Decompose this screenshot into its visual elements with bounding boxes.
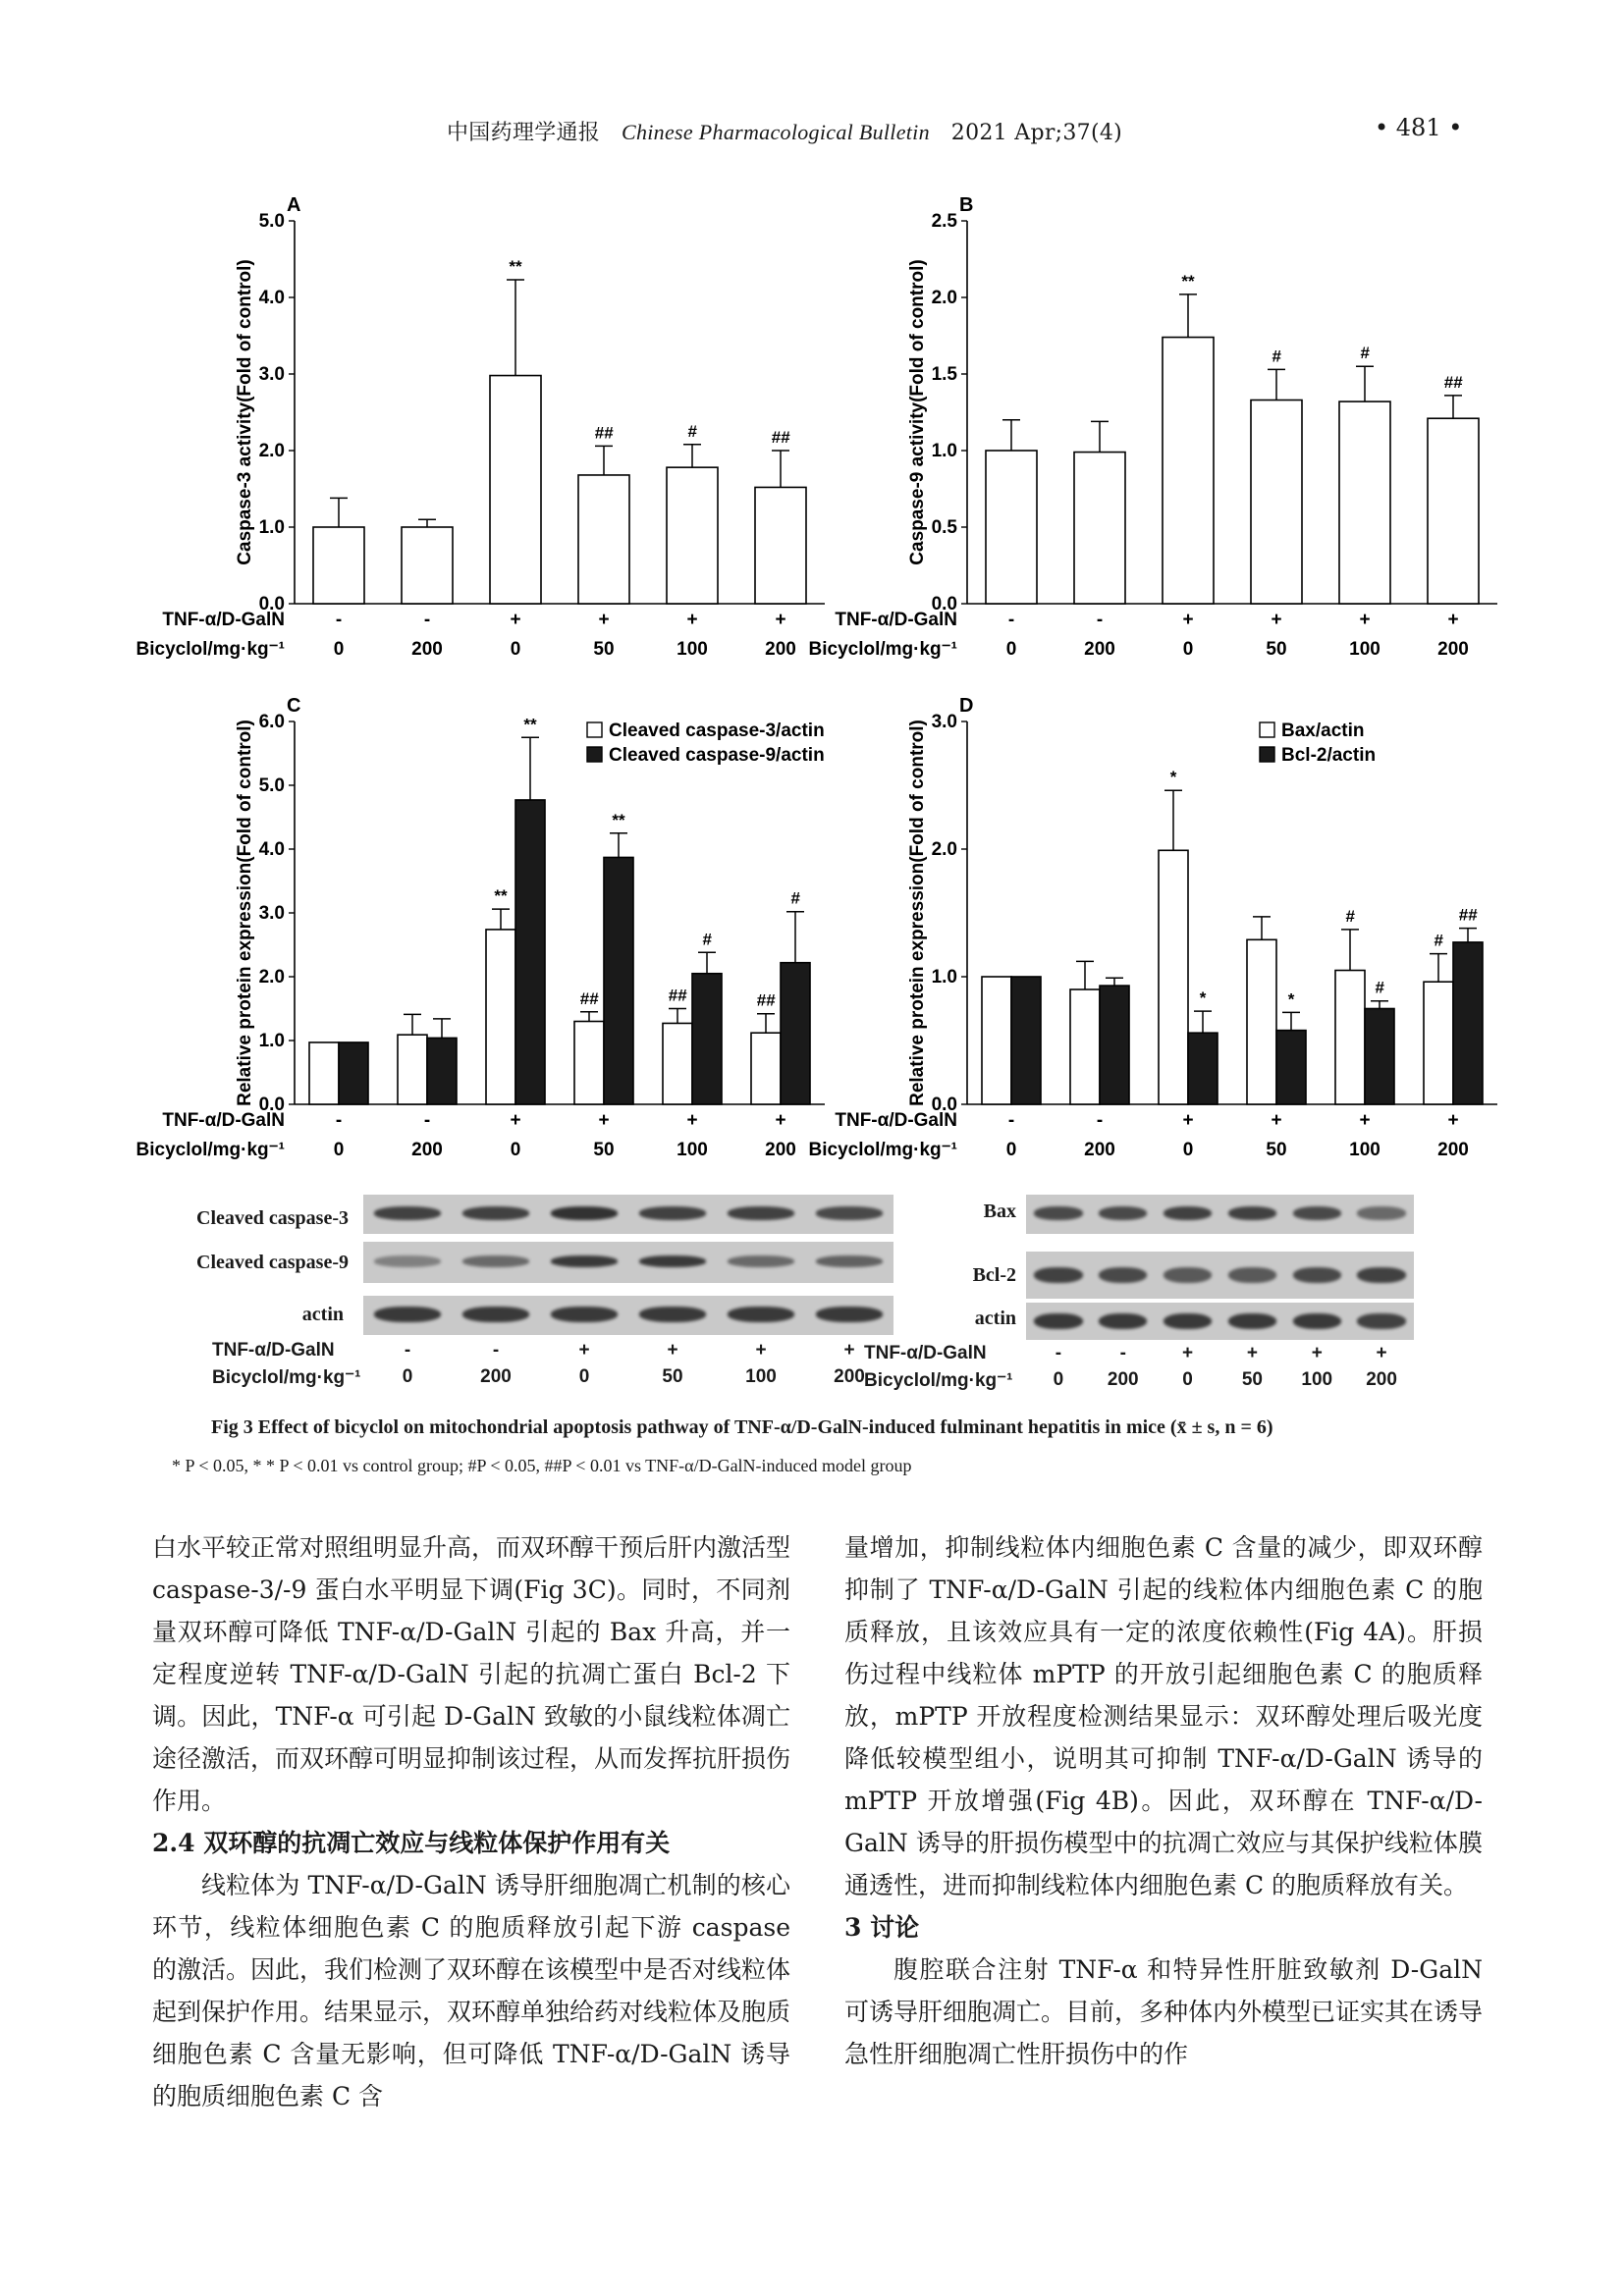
blot-band xyxy=(639,1307,706,1322)
x-tick-tnf: + xyxy=(1271,610,1282,630)
significance-mark: ## xyxy=(579,988,599,1008)
blot-row-label: actin xyxy=(301,1304,344,1325)
blot-tnf-value: + xyxy=(1311,1343,1323,1363)
blot-bicyclol-label: Bicyclol/mg·kg⁻¹ xyxy=(212,1367,361,1388)
y-tick-label: 4.0 xyxy=(258,288,285,308)
blot-tnf-value: + xyxy=(667,1340,678,1361)
bar xyxy=(604,857,633,1104)
tnf-row-label: TNF-α/D-GalN xyxy=(162,1110,285,1131)
bicyclol-row-label: Bicyclol/mg·kg⁻¹ xyxy=(808,639,957,660)
significance-mark: # xyxy=(1345,906,1355,926)
paragraph: 腹腔联合注射 TNF-α 和特异性肝脏致敏剂 D-GalN 可诱导肝细胞凋亡。目前，多种体内外模型已证实其在诱导急性肝细胞凋亡性肝损伤中的作 xyxy=(844,1955,1484,2068)
x-tick-bicyclol: 0 xyxy=(1182,1140,1194,1160)
x-tick-bicyclol: 100 xyxy=(677,1140,708,1160)
blot-band xyxy=(1293,1313,1341,1329)
y-tick-label: 1.5 xyxy=(931,364,957,385)
blot-band xyxy=(728,1255,794,1267)
blot-band xyxy=(1293,1206,1341,1220)
x-tick-bicyclol: 100 xyxy=(1349,639,1380,660)
x-tick-bicyclol: 0 xyxy=(333,1140,345,1160)
x-tick-tnf: + xyxy=(510,1110,521,1131)
legend-label: Cleaved caspase-9/actin xyxy=(609,745,825,766)
x-tick-tnf: + xyxy=(775,610,786,630)
y-tick-label: 1.0 xyxy=(258,517,285,538)
journal-issue: 2021 Apr;37(4) xyxy=(950,121,1123,145)
y-tick-label: 1.0 xyxy=(258,1031,285,1051)
bar xyxy=(398,1035,427,1104)
y-tick-label: 2.5 xyxy=(931,211,957,232)
y-axis-label: Relative protein expression(Fold of control) xyxy=(235,720,255,1106)
blot-strip xyxy=(1026,1195,1414,1234)
blot-tnf-value: - xyxy=(492,1340,500,1361)
x-tick-bicyclol: 200 xyxy=(1084,1140,1115,1160)
blot-bicyclol-value: 50 xyxy=(1241,1369,1263,1390)
bar xyxy=(751,1033,781,1104)
legend-swatch xyxy=(1260,747,1274,762)
page-number: • 481 • xyxy=(1375,114,1463,141)
paragraph: 量增加，抑制线粒体内细胞色素 C 含量的减少，即双环醇抑制了 TNF-α/D-GalN 引起的线粒体内细胞色素 C 的胞质释放，且该效应具有一定的浓度依赖性(Fig 4A)。肝损伤过程中线粒体 mPTP 的开放引起细胞色素 C 的胞质释放，mPTP 开放程度检测结果显示：双环醇处理后吸光度降低较模型组小，说明其可抑制 TNF-α/D-GalN 诱导的 mPTP 开放增强(Fig 4B)。因此，双环醇在 TNF-α/D-GalN 诱导的肝损伤模型中的抗凋亡效应与其保护线粒体膜通透性，进而抑制线粒体内细胞色素 C 的胞质释放有关。 xyxy=(844,1533,1483,1899)
bar xyxy=(1335,971,1365,1105)
bar xyxy=(427,1038,457,1104)
blot-tnf-value: + xyxy=(843,1340,855,1361)
legend-label: Bax/actin xyxy=(1281,721,1365,741)
blot-strip xyxy=(363,1242,893,1283)
blot-band xyxy=(551,1206,618,1220)
blot-bicyclol-value: 0 xyxy=(402,1366,413,1387)
x-tick-bicyclol: 200 xyxy=(1084,639,1115,660)
chart-panel-a xyxy=(135,191,835,682)
x-tick-bicyclol: 0 xyxy=(1182,639,1194,660)
blot-bicyclol-value: 100 xyxy=(1301,1369,1333,1390)
chart-svg xyxy=(808,191,1507,682)
x-tick-bicyclol: 200 xyxy=(765,1140,796,1160)
chart-panel-c xyxy=(135,692,835,1183)
blot-band xyxy=(462,1307,529,1322)
y-tick-label: 1.0 xyxy=(931,967,957,988)
bar xyxy=(663,1023,692,1104)
x-tick-tnf: + xyxy=(510,610,521,630)
x-tick-tnf: - xyxy=(423,610,431,630)
x-tick-tnf: - xyxy=(335,610,343,630)
significance-mark: ## xyxy=(594,423,614,443)
y-tick-label: 2.0 xyxy=(258,967,285,988)
x-tick-bicyclol: 50 xyxy=(1266,639,1287,660)
y-tick-label: 0.0 xyxy=(931,1095,957,1115)
significance-mark: ** xyxy=(1181,271,1195,291)
bar xyxy=(1339,401,1390,604)
panel-letter: C xyxy=(287,695,301,717)
bar xyxy=(1453,942,1483,1104)
significance-mark: ## xyxy=(1458,905,1478,925)
bar xyxy=(486,930,515,1104)
y-tick-label: 0.0 xyxy=(258,594,285,614)
bicyclol-row-label: Bicyclol/mg·kg⁻¹ xyxy=(135,1140,285,1160)
significance-mark: # xyxy=(687,421,697,441)
significance-mark: # xyxy=(702,930,712,949)
blot-bicyclol-value: 200 xyxy=(1366,1369,1397,1390)
legend-label: Cleaved caspase-3/actin xyxy=(609,721,825,741)
y-tick-label: 6.0 xyxy=(258,712,285,732)
y-tick-label: 4.0 xyxy=(258,839,285,860)
blot-band xyxy=(1099,1206,1147,1220)
bar xyxy=(515,800,545,1104)
western-blot-right xyxy=(864,1183,1473,1404)
western-blot-left xyxy=(147,1183,865,1404)
blot-tnf-value: + xyxy=(1246,1343,1258,1363)
bar xyxy=(309,1042,339,1104)
significance-mark: ## xyxy=(756,990,776,1010)
blot-tnf-value: - xyxy=(404,1340,411,1361)
x-tick-bicyclol: 200 xyxy=(411,1140,443,1160)
blot-band xyxy=(1034,1313,1082,1329)
legend-swatch xyxy=(587,747,602,762)
blot-band xyxy=(1228,1206,1276,1220)
bar xyxy=(1011,977,1041,1104)
x-tick-tnf: + xyxy=(598,1110,610,1131)
x-tick-bicyclol: 100 xyxy=(1349,1140,1380,1160)
x-tick-bicyclol: 200 xyxy=(1437,639,1469,660)
x-tick-bicyclol: 50 xyxy=(1266,1140,1287,1160)
significance-mark: ** xyxy=(494,886,508,906)
blot-row-label: Cleaved caspase-9 xyxy=(196,1252,349,1273)
significance-mark: # xyxy=(1375,978,1384,997)
x-tick-tnf: + xyxy=(775,1110,786,1131)
blot-bicyclol-value: 0 xyxy=(1053,1369,1064,1390)
panel-letter: D xyxy=(959,695,974,717)
blot-tnf-value: - xyxy=(1119,1343,1126,1363)
x-tick-tnf: - xyxy=(1007,1110,1015,1131)
y-tick-label: 3.0 xyxy=(258,364,285,385)
blot-band xyxy=(639,1255,706,1267)
blot-row-label: Bcl-2 xyxy=(972,1264,1016,1286)
bar xyxy=(313,527,364,604)
x-tick-bicyclol: 200 xyxy=(411,639,443,660)
figure-caption: Fig 3 Effect of bicyclol on mitochondrial apoptosis pathway of TNF-α/D-GalN-induced fulminant hepatitis in mice (x̄ ± s, n = 6) xyxy=(211,1416,1273,1438)
x-tick-tnf: + xyxy=(1271,1110,1282,1131)
significance-mark: * xyxy=(1199,988,1207,1008)
bar xyxy=(1424,982,1453,1104)
significance-mark: ## xyxy=(771,428,790,447)
x-tick-bicyclol: 50 xyxy=(593,1140,615,1160)
bar xyxy=(1188,1033,1218,1104)
blot-band xyxy=(1099,1267,1147,1283)
bar xyxy=(1163,338,1214,604)
section-heading: 3 讨论 xyxy=(844,1913,920,1942)
significance-mark: # xyxy=(1434,931,1443,950)
blot-band xyxy=(1357,1206,1405,1220)
figure-footnote: * P < 0.05, * * P < 0.01 vs control group; #P < 0.05, ##P < 0.01 vs TNF-α/D-GalN-induced model group xyxy=(172,1456,912,1475)
blot-band xyxy=(1034,1267,1082,1283)
blot-band xyxy=(1164,1206,1212,1220)
x-tick-tnf: + xyxy=(1182,610,1194,630)
x-tick-tnf: + xyxy=(1359,610,1371,630)
tnf-row-label: TNF-α/D-GalN xyxy=(835,610,957,630)
blot-band xyxy=(1228,1313,1276,1329)
y-tick-label: 2.0 xyxy=(931,288,957,308)
y-tick-label: 0.0 xyxy=(258,1095,285,1115)
legend-swatch xyxy=(1260,722,1274,737)
blot-band xyxy=(374,1206,441,1220)
blot-band xyxy=(1228,1267,1276,1283)
x-tick-bicyclol: 0 xyxy=(1005,1140,1017,1160)
bar xyxy=(986,451,1037,604)
section-heading: 2.4 双环醇的抗凋亡效应与线粒体保护作用有关 xyxy=(152,1829,671,1857)
significance-mark: ## xyxy=(668,986,687,1005)
blot-band xyxy=(462,1206,529,1220)
x-tick-tnf: + xyxy=(686,610,698,630)
blot-tnf-value: - xyxy=(1055,1343,1062,1363)
bar xyxy=(1428,418,1479,604)
y-axis-label: Caspase-9 activity(Fold of control) xyxy=(907,259,928,565)
x-tick-tnf: - xyxy=(423,1110,431,1131)
bar xyxy=(692,974,722,1104)
bar xyxy=(1365,1009,1394,1105)
blot-strip xyxy=(1026,1252,1414,1299)
x-tick-tnf: + xyxy=(598,610,610,630)
blot-band xyxy=(374,1255,441,1267)
blot-bicyclol-value: 200 xyxy=(1107,1369,1139,1390)
bar xyxy=(1159,850,1188,1104)
bar xyxy=(1251,400,1302,604)
blot-band xyxy=(1164,1313,1212,1329)
chart-panel-d xyxy=(808,692,1507,1183)
bar xyxy=(339,1042,368,1104)
x-tick-tnf: - xyxy=(335,1110,343,1131)
blot-band xyxy=(551,1255,618,1267)
significance-mark: ** xyxy=(612,810,625,829)
blot-band xyxy=(1357,1313,1405,1329)
y-tick-label: 2.0 xyxy=(258,441,285,461)
significance-mark: ## xyxy=(1443,372,1463,392)
significance-mark: ** xyxy=(509,257,522,277)
significance-mark: ** xyxy=(523,715,537,734)
x-tick-bicyclol: 200 xyxy=(765,639,796,660)
significance-mark: * xyxy=(1169,768,1177,787)
tnf-row-label: TNF-α/D-GalN xyxy=(835,1110,957,1131)
bicyclol-row-label: Bicyclol/mg·kg⁻¹ xyxy=(808,1140,957,1160)
blot-bicyclol-value: 100 xyxy=(745,1366,777,1387)
blot-bicyclol-value: 0 xyxy=(1182,1369,1193,1390)
x-tick-tnf: + xyxy=(1447,610,1459,630)
legend-label: Bcl-2/actin xyxy=(1281,745,1377,766)
blot-strip xyxy=(363,1195,893,1234)
y-tick-label: 1.0 xyxy=(931,441,957,461)
x-tick-bicyclol: 100 xyxy=(677,639,708,660)
blot-row-label: Bax xyxy=(983,1201,1016,1222)
bar xyxy=(1074,453,1125,604)
bicyclol-row-label: Bicyclol/mg·kg⁻¹ xyxy=(135,639,285,660)
significance-mark: # xyxy=(1360,344,1370,363)
blot-band xyxy=(728,1206,794,1220)
panel-letter: B xyxy=(959,194,974,216)
bar xyxy=(574,1022,604,1105)
blot-tnf-value: + xyxy=(1182,1343,1194,1363)
blot-row-label: actin xyxy=(974,1308,1016,1329)
significance-mark: * xyxy=(1287,989,1295,1009)
x-tick-tnf: - xyxy=(1096,610,1104,630)
text-column-left xyxy=(152,1526,790,2117)
blot-bicyclol-value: 200 xyxy=(834,1366,865,1387)
x-tick-tnf: + xyxy=(1182,1110,1194,1131)
y-tick-label: 3.0 xyxy=(931,712,957,732)
bar xyxy=(490,376,541,604)
significance-mark: # xyxy=(1272,347,1281,366)
y-axis-label: Relative protein expression(Fold of control) xyxy=(907,720,928,1106)
journal-title xyxy=(447,116,1122,146)
bar xyxy=(1100,986,1129,1104)
x-tick-tnf: + xyxy=(686,1110,698,1131)
legend-swatch xyxy=(587,722,602,737)
blot-bicyclol-value: 0 xyxy=(578,1366,590,1387)
blot-band xyxy=(374,1307,441,1322)
x-tick-bicyclol: 0 xyxy=(510,1140,521,1160)
bar xyxy=(755,487,806,604)
bar xyxy=(402,527,453,604)
blot-row-label: Cleaved caspase-3 xyxy=(196,1207,349,1229)
bar xyxy=(667,467,718,604)
blot-bicyclol-label: Bicyclol/mg·kg⁻¹ xyxy=(864,1370,1013,1391)
blot-band xyxy=(1164,1267,1212,1283)
blot-band xyxy=(1034,1206,1082,1220)
y-tick-label: 0.5 xyxy=(931,517,957,538)
bar xyxy=(982,977,1011,1104)
significance-mark: # xyxy=(790,888,800,908)
paragraph: 线粒体为 TNF-α/D-GalN 诱导肝细胞凋亡机制的核心环节，线粒体细胞色素 C 的胞质释放引起下游 caspase 的激活。因此，我们检测了双环醇在该模型中是否对线粒体起到保护作用。结果显示，双环醇单独给药对线粒体及胞质细胞色素 C 含量无影响，但可降低 TNF-α/D-GalN 诱导的胞质细胞色素 C 含 xyxy=(152,1871,791,2110)
y-tick-label: 3.0 xyxy=(258,903,285,924)
x-tick-tnf: - xyxy=(1007,610,1015,630)
running-header xyxy=(0,110,1624,149)
x-tick-bicyclol: 0 xyxy=(333,639,345,660)
y-axis-label: Caspase-3 activity(Fold of control) xyxy=(235,259,255,565)
y-tick-label: 2.0 xyxy=(931,839,957,860)
x-tick-tnf: + xyxy=(1359,1110,1371,1131)
y-tick-label: 5.0 xyxy=(258,775,285,796)
chart-svg xyxy=(808,692,1507,1183)
x-tick-bicyclol: 50 xyxy=(593,639,615,660)
paragraph: 白水平较正常对照组明显升高，而双环醇干预后肝内激活型 caspase-3/-9 蛋白水平明显下调(Fig 3C)。同时，不同剂量双环醇可降低 TNF-α/D-GalN 引起的 Bax 升高，并一定程度逆转 TNF-α/D-GalN 引起的抗凋亡蛋白 Bcl-2 下调。因此，TNF-α 可引起 D-GalN 致敏的小鼠线粒体凋亡途径激活，而双环醇可明显抑制该过程，从而发挥抗肝损伤作用。 xyxy=(152,1533,791,1815)
chart-panel-b xyxy=(808,191,1507,682)
bar xyxy=(1276,1031,1306,1104)
blot-band xyxy=(728,1307,794,1322)
x-tick-bicyclol: 0 xyxy=(510,639,521,660)
panel-letter: A xyxy=(287,194,301,216)
blot-tnf-label: TNF-α/D-GalN xyxy=(864,1343,987,1363)
chart-svg xyxy=(135,191,835,682)
bar xyxy=(781,963,810,1104)
x-tick-bicyclol: 0 xyxy=(1005,639,1017,660)
blot-strip xyxy=(1026,1303,1414,1340)
blot-band xyxy=(551,1307,618,1322)
blot-tnf-value: + xyxy=(578,1340,590,1361)
x-tick-tnf: + xyxy=(1447,1110,1459,1131)
journal-name-en: Chinese Pharmacological Bulletin xyxy=(622,120,930,144)
journal-name-cn: 中国药理学通报 xyxy=(447,121,601,145)
bar xyxy=(1070,989,1100,1104)
blot-band xyxy=(1357,1267,1405,1283)
blot-band xyxy=(639,1206,706,1220)
blot-strip xyxy=(363,1296,893,1335)
bar xyxy=(578,475,629,604)
blot-band xyxy=(1099,1313,1147,1329)
blot-tnf-value: + xyxy=(755,1340,767,1361)
x-tick-tnf: - xyxy=(1096,1110,1104,1131)
blot-tnf-value: + xyxy=(1376,1343,1387,1363)
blot-band xyxy=(1293,1267,1341,1283)
blot-band xyxy=(462,1255,529,1267)
x-tick-bicyclol: 200 xyxy=(1437,1140,1469,1160)
y-tick-label: 5.0 xyxy=(258,211,285,232)
blot-bicyclol-value: 200 xyxy=(480,1366,512,1387)
bar xyxy=(1247,939,1276,1104)
y-tick-label: 0.0 xyxy=(931,594,957,614)
chart-svg xyxy=(135,692,835,1183)
blot-bicyclol-value: 50 xyxy=(662,1366,683,1387)
tnf-row-label: TNF-α/D-GalN xyxy=(162,610,285,630)
text-column-right xyxy=(844,1526,1483,2075)
blot-tnf-label: TNF-α/D-GalN xyxy=(212,1340,335,1361)
